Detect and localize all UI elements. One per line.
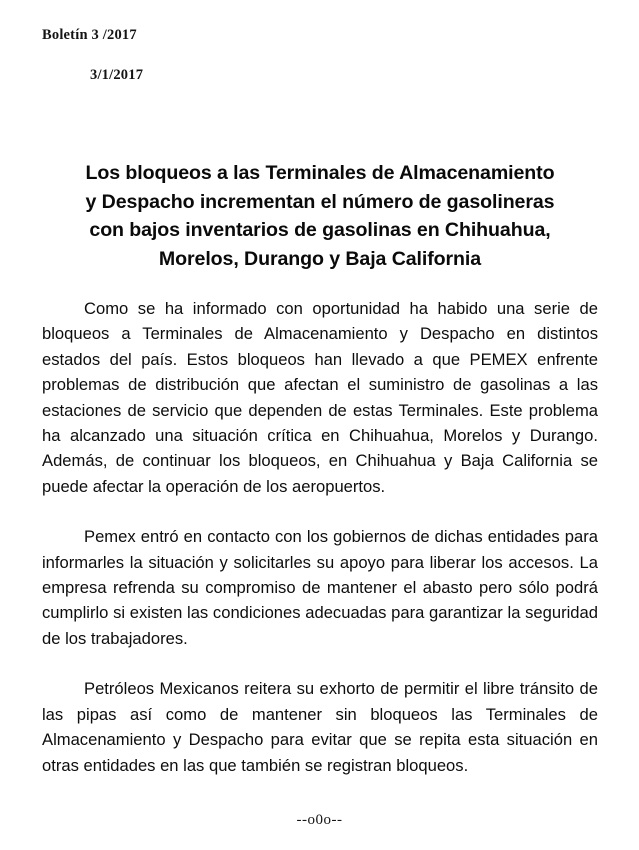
title-line-1: Los bloqueos a las Terminales de Almacenamiento (85, 162, 555, 185)
document-header (42, 26, 598, 84)
title-line-4: Morelos, Durango y Baja California (158, 247, 482, 270)
title-line-3: con bajos inventarios de gasolinas en Chihuahua, (89, 219, 551, 242)
body-paragraph-2: Pemex entró en contacto con los gobiernos de dichas entidades para informarles la situación y solicitarles su apoyo para liberar los accesos. La empresa refrenda su compromiso de mantener el abasto pero sólo podrá cumplirlo si existen las condiciones adecuadas para garantizar la seguridad de los trabajadores. (42, 527, 598, 648)
end-of-document-marker: --o0o-- (296, 812, 343, 828)
title-line-2: y Despacho incrementan el número de gasolineras (85, 190, 555, 213)
bulletin-identifier: Boletín 3 /2017 (42, 27, 137, 43)
document-date: 3/1/2017 (90, 67, 144, 83)
body-paragraph-1: Como se ha informado con oportunidad ha habido una serie de bloqueos a Terminales de Almacenamiento y Despacho en distintos estados del país. Estos bloqueos han llevado a que PEMEX enfrente problemas de distribución que afectan el suministro de gasolinas a las estaciones de servicio que dependen de estas Terminales. Este problema ha alcanzado una situación crítica en Chihuahua, Morelos y Durango. Además, de continuar los bloqueos, en Chihuahua y Baja California se puede afectar la operación de los aeropuertos. (42, 299, 598, 496)
document-body (42, 296, 598, 778)
body-paragraph-3: Petróleos Mexicanos reitera su exhorto de permitir el libre tránsito de las pipas así como de mantener sin bloqueos las Terminales de Almacenamiento y Despacho para evitar que se repita esta situación en otras entidades en las que también se registran bloqueos. (42, 679, 598, 775)
page-title (42, 159, 598, 273)
